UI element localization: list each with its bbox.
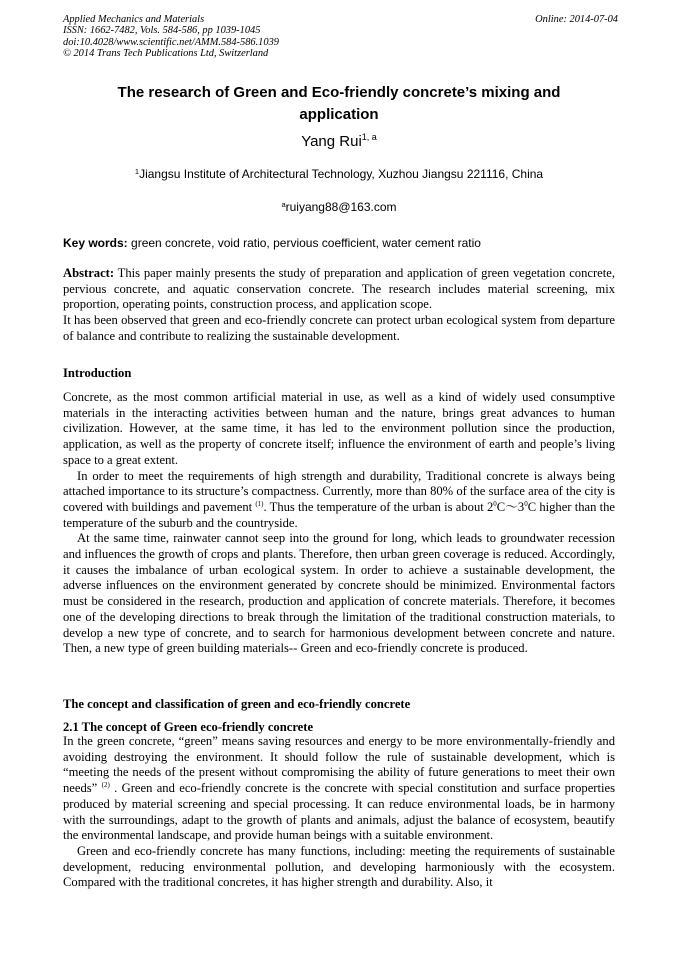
section-2-1-body [63, 734, 615, 891]
journal-header [63, 14, 279, 59]
keywords [63, 235, 615, 251]
intro-paragraph-3: At the same time, rainwater cannot seep into the ground for long, which leads to groundwater recession and influences the growth of crops and plants. Therefore, then urban green coverage is reduced. Accordingly, it causes the imbalance of urban ecological system. In order to achieve a sustainable development, the adverse influences on the environment generated by concrete should be minimized. Environmental factors must be considered in the research, production and application of concrete materials. Therefore, it becomes one of the developing directions to break through the limitation of the traditional construction materials, to develop a new type of concrete, and to search for harmonious development between concrete and nature. Then, a new type of green building materials-- Green and eco-friendly concrete is produced. [63, 531, 615, 656]
affiliation-text: Jiangsu Institute of Architectural Technology, Xuzhou Jiangsu 221116, China [139, 167, 544, 181]
doi-line: doi:10.4028/www.scientific.net/AMM.584-586.1039 [63, 36, 279, 48]
affiliation [60, 166, 618, 182]
journal-name: Applied Mechanics and Materials [63, 14, 205, 25]
author-name: Yang Rui [301, 133, 362, 150]
citation-2: (2) [101, 781, 110, 790]
section-2-1-paragraph-1: In the green concrete, “green” means saving resources and energy to be more environmentally-friendly and avoiding destroying the environment. It should follow the rule of sustainable development, which is “meeting the needs of the present without compromising the ability of future generations to meet their own needs” $^{(2)}$ . Green and eco-friendly concrete is the concrete with special constitution and surface properties produced by material screening and special processing. It can reduce environmental loads, be in harmony with the surroundings, adapt to the growth of plants and animals, adjust the balance of ecosystem, beautify the environmental landscape, and provide human beings with a suitable environment. [63, 734, 615, 843]
abstract [63, 266, 615, 345]
author-superscript: 1, a [361, 132, 377, 142]
introduction-body [63, 390, 615, 657]
email-address[interactable]: ruiyang88@163.com [285, 200, 397, 214]
introduction-heading: Introduction [63, 366, 132, 380]
email-superscript: a [281, 200, 286, 209]
author [60, 132, 618, 152]
title-line-1: The research of Green and Eco-friendly concrete’s mixing and [117, 84, 561, 101]
section-2-1-heading: 2.1 The concept of Green eco-friendly concrete [63, 720, 314, 734]
online-date: Online: 2014-07-04 [535, 14, 618, 25]
issn-line: ISSN: 1662-7482, Vols. 584-586, pp 1039-1045 [63, 25, 261, 37]
section-2-heading: The concept and classification of green and eco-friendly concrete [63, 697, 411, 711]
paper-title [60, 82, 618, 126]
abstract-paragraph-1: Abstract: This paper mainly presents the study of preparation and application of green vegetation concrete, pervious concrete, and aquatic conservation concrete. The research includes material screening, mix proportion, operating points, construction process, and application scope. [63, 266, 615, 312]
copyright-line: © 2014 Trans Tech Publications Ltd, Switzerland [63, 47, 269, 59]
citation-1: (1) [255, 499, 264, 508]
intro-paragraph-2: In order to meet the requirements of high strength and durability, Traditional concrete is always being attached importance to its structure’s compactness. Currently, more than 80% of the surface area of the city is covered with buildings and pavement $^{(1)}$. Thus the temperature of the urban is about $2^0C\sim 3^0C$ higher than the temperature of the suburb and the countryside. [63, 468, 615, 530]
degree-superscript: 0 [493, 499, 497, 508]
affiliation-superscript: 1 [134, 167, 140, 176]
abstract-label: Abstract: [63, 266, 115, 280]
degree-superscript: 0 [524, 499, 528, 508]
keywords-label: Key words: [63, 236, 128, 250]
keywords-text: green concrete, void ratio, pervious coefficient, water cement ratio [127, 236, 481, 250]
email [60, 199, 618, 215]
intro-paragraph-1: Concrete, as the most common artificial material in use, as well as a kind of widely used consumptive materials in the interacting activities between human and the nature, brings great advances to human civilization. However, at the same time, it has led to the environment pollution since the production, application, as well as the property of concrete itself; influence the environment of earth and people’s living space to a great extent. [63, 390, 615, 467]
abstract-paragraph-2: It has been observed that green and eco-friendly concrete can protect urban ecological system from departure of balance and contribute to realizing the sustainable development. [63, 313, 615, 343]
section-2-1-paragraph-2: Green and eco-friendly concrete has many functions, including: meeting the requirements of sustainable development, reducing environmental pollution, and developing harmoniously with the ecosystem. Compared with the traditional concretes, it has higher strength and durability. Also, it [63, 843, 615, 890]
title-line-2: application [299, 106, 379, 123]
